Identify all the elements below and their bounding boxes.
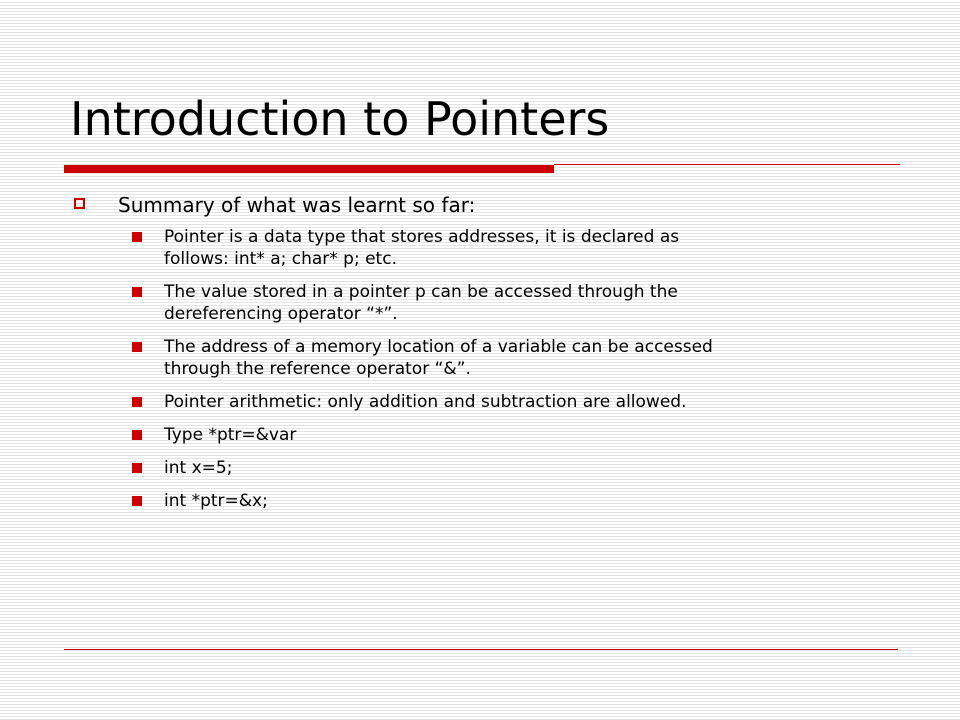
summary-point	[72, 490, 872, 512]
summary-point	[72, 281, 872, 325]
summary-point-line: follows: int* a; char* p; etc.	[164, 249, 397, 269]
slide-body	[72, 192, 872, 523]
summary-point-line: dereferencing operator “*”.	[164, 304, 398, 324]
summary-point-line: The address of a memory location of a variable can be accessed	[164, 337, 713, 357]
title-underline-thick	[64, 165, 554, 173]
filled-square-bullet-icon	[132, 232, 142, 242]
summary-point-line: Pointer arithmetic: only addition and subtraction are allowed.	[164, 392, 687, 412]
summary-point	[72, 457, 872, 479]
filled-square-bullet-icon	[132, 496, 142, 506]
summary-point-line: through the reference operator “&”.	[164, 359, 471, 379]
filled-square-bullet-icon	[132, 342, 142, 352]
summary-point-line: int *ptr=&x;	[164, 491, 268, 511]
summary-point	[72, 424, 872, 446]
summary-point	[72, 391, 872, 413]
filled-square-bullet-icon	[132, 397, 142, 407]
filled-square-bullet-icon	[132, 463, 142, 473]
hollow-square-bullet-icon	[74, 198, 85, 209]
summary-point-line: The value stored in a pointer p can be accessed through the	[164, 282, 678, 302]
slide-title: Introduction to Pointers	[70, 92, 610, 146]
summary-points-list	[72, 226, 872, 512]
footer-rule	[64, 649, 898, 650]
summary-heading-text: Summary of what was learnt so far:	[118, 193, 476, 217]
summary-heading-item	[72, 192, 872, 218]
summary-point-line: Type *ptr=&var	[164, 425, 297, 445]
filled-square-bullet-icon	[132, 430, 142, 440]
summary-point	[72, 336, 872, 380]
filled-square-bullet-icon	[132, 287, 142, 297]
summary-point-line: Pointer is a data type that stores addresses, it is declared as	[164, 227, 680, 247]
summary-point	[72, 226, 872, 270]
summary-point-line: int x=5;	[164, 458, 233, 478]
title-underline-thin	[554, 164, 900, 165]
